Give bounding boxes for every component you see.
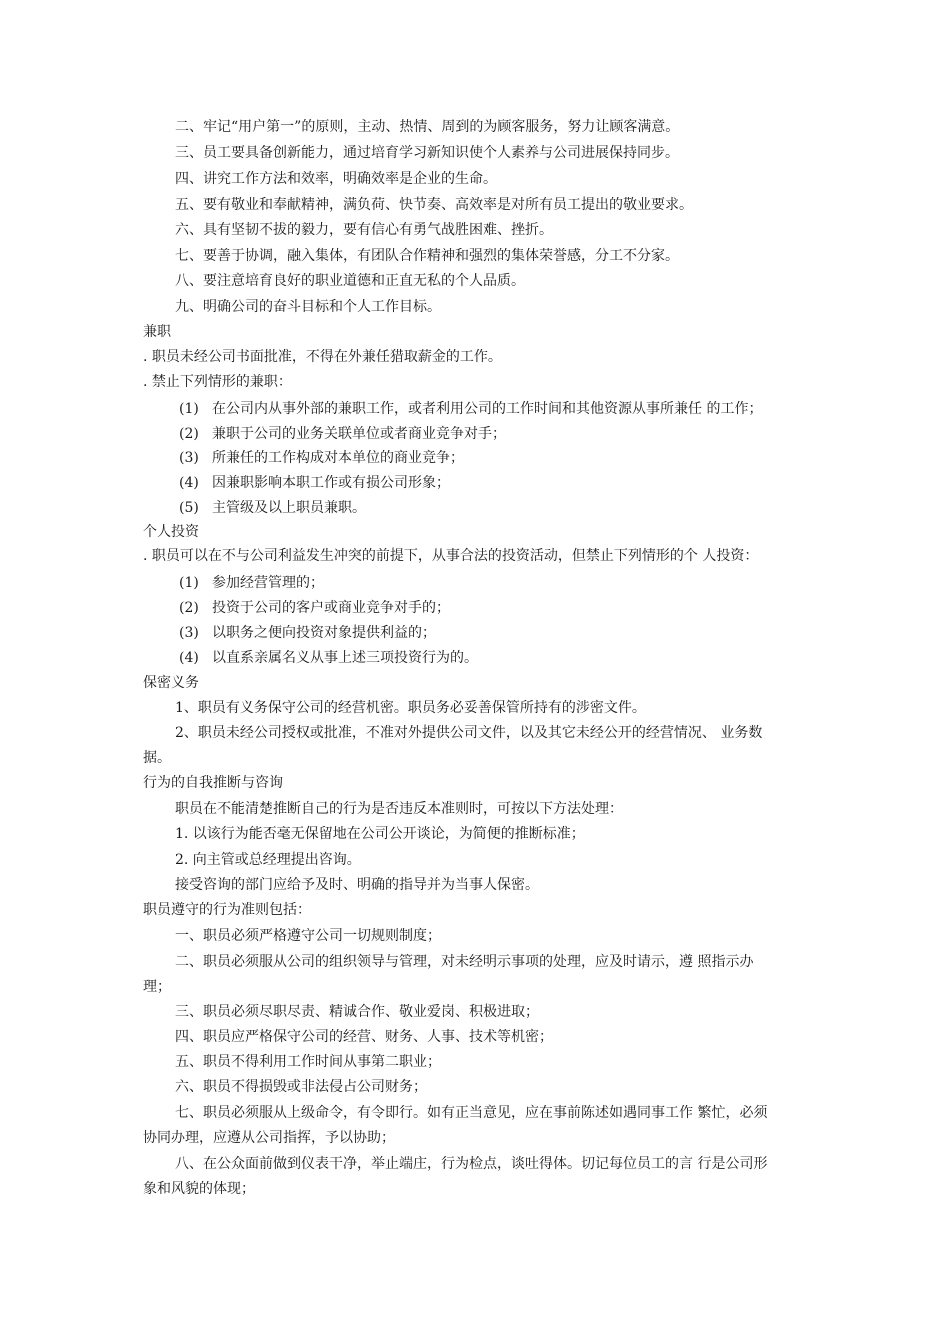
investment-item-number: (4): [179, 650, 199, 666]
conduct-rule-3: 三、职员必须尽职尽责、精诚合作、敬业爱岗、积极进取；: [175, 1004, 539, 1020]
investment-paragraph-1: . 职员可以在不与公司利益发生冲突的前提下，从事合法的投资活动，但禁止下列情形的个 人投资：: [143, 548, 759, 564]
conduct-rule-7-cont: 协同办理，应遵从公司指挥，予以协助；: [143, 1130, 395, 1146]
parttime-item-text: 兼职于公司的业务关联单位或者商业竞争对手；: [212, 426, 506, 442]
intro-item-6: 六、具有坚韧不拔的毅力，要有信心有勇气战胜困难、挫折。: [175, 222, 553, 238]
intro-item-5: 五、要有敬业和奉献精神，满负荷、快节奏、高效率是对所有员工提出的敬业要求。: [175, 197, 693, 213]
intro-item-7: 七、要善于协调，融入集体，有团队合作精神和强烈的集体荣誉感，分工不分家。: [175, 248, 679, 264]
parttime-item-number: (2): [179, 426, 199, 442]
selfjudge-paragraph-3: 2. 向主管或总经理提出咨询。: [175, 852, 361, 868]
conduct-rule-2: 二、职员必须服从公司的组织领导与管理，对未经明示事项的处理，应及时请示，遵 照指示办: [175, 954, 754, 970]
investment-item-number: (3): [179, 625, 199, 641]
section-heading-investment: 个人投资: [143, 524, 199, 540]
conduct-rule-2-cont: 理；: [143, 979, 171, 995]
conduct-rule-8-cont: 象和风貌的体现；: [143, 1181, 255, 1197]
confidential-paragraph-1: 1、职员有义务保守公司的经营机密。职员务必妥善保管所持有的涉密文件。: [175, 700, 646, 716]
parttime-item-number: (3): [179, 450, 199, 466]
parttime-item-text: 在公司内从事外部的兼职工作，或者利用公司的工作时间和其他资源从事所兼任 的工作；: [212, 401, 763, 417]
investment-item-text: 以直系亲属名义从事上述三项投资行为的。: [212, 650, 478, 666]
conduct-rule-7: 七、职员必须服从上级命令，有令即行。如有正当意见，应在事前陈述如遇同事工作 繁忙，必须: [175, 1105, 768, 1121]
selfjudge-paragraph-2: 1. 以该行为能否毫无保留地在公司公开谈论，为简便的推断标准；: [175, 826, 585, 842]
selfjudge-paragraph-4: 接受咨询的部门应给予及时、明确的指导并为当事人保密。: [175, 877, 539, 893]
parttime-item-text: 因兼职影响本职工作或有损公司形象；: [212, 475, 450, 491]
intro-item-8: 八、要注意培育良好的职业道德和正直无私的个人品质。: [175, 273, 525, 289]
investment-item-number: (1): [179, 575, 199, 591]
parttime-item-text: 主管级及以上职员兼职。: [212, 500, 366, 516]
conduct-rule-6: 六、职员不得损毁或非法侵占公司财务；: [175, 1079, 427, 1095]
conduct-rule-1: 一、职员必须严格遵守公司一切规则制度；: [175, 928, 441, 944]
parttime-item-number: (4): [179, 475, 199, 491]
section-heading-selfjudge: 行为的自我推断与咨询: [143, 775, 283, 791]
parttime-item-number: (5): [179, 500, 199, 516]
parttime-paragraph-2: . 禁止下列情形的兼职：: [143, 374, 292, 390]
parttime-item-text: 所兼任的工作构成对本单位的商业竞争；: [212, 450, 464, 466]
selfjudge-paragraph-1: 职员在不能清楚推断自己的行为是否违反本准则时，可按以下方法处理：: [175, 801, 623, 817]
investment-item-number: (2): [179, 600, 199, 616]
investment-item-text: 投资于公司的客户或商业竞争对手的；: [212, 600, 450, 616]
confidential-paragraph-2: 2、职员未经公司授权或批准，不准对外提供公司文件，以及其它未经公开的经营情况、 业务数: [175, 725, 763, 741]
investment-item-text: 参加经营管理的；: [212, 575, 324, 591]
conduct-rule-5: 五、职员不得利用工作时间从事第二职业；: [175, 1054, 441, 1070]
intro-item-3: 三、员工要具备创新能力，通过培育学习新知识使个人素养与公司进展保持同步。: [175, 145, 679, 161]
section-heading-confidential: 保密义务: [143, 675, 199, 691]
parttime-item-number: (1): [179, 401, 199, 417]
parttime-paragraph-1: . 职员未经公司书面批准，不得在外兼任猎取薪金的工作。: [143, 349, 502, 365]
intro-item-2: 二、牢记“用户第一”的原则，主动、热情、周到的为顾客服务，努力让顾客满意。: [175, 119, 680, 135]
confidential-paragraph-2-cont: 据。: [143, 750, 171, 766]
intro-item-4: 四、讲究工作方法和效率，明确效率是企业的生命。: [175, 171, 497, 187]
intro-item-9: 九、明确公司的奋斗目标和个人工作目标。: [175, 299, 441, 315]
investment-item-text: 以职务之便向投资对象提供利益的；: [212, 625, 436, 641]
section-heading-parttime: 兼职: [143, 324, 171, 340]
conduct-rule-4: 四、职员应严格保守公司的经营、财务、人事、技术等机密；: [175, 1029, 553, 1045]
conduct-rule-8: 八、在公众面前做到仪表干净，举止端庄，行为检点，谈吐得体。切记每位员工的言 行是公司形: [175, 1156, 768, 1172]
section-heading-conduct: 职员遵守的行为准则包括：: [143, 902, 311, 918]
